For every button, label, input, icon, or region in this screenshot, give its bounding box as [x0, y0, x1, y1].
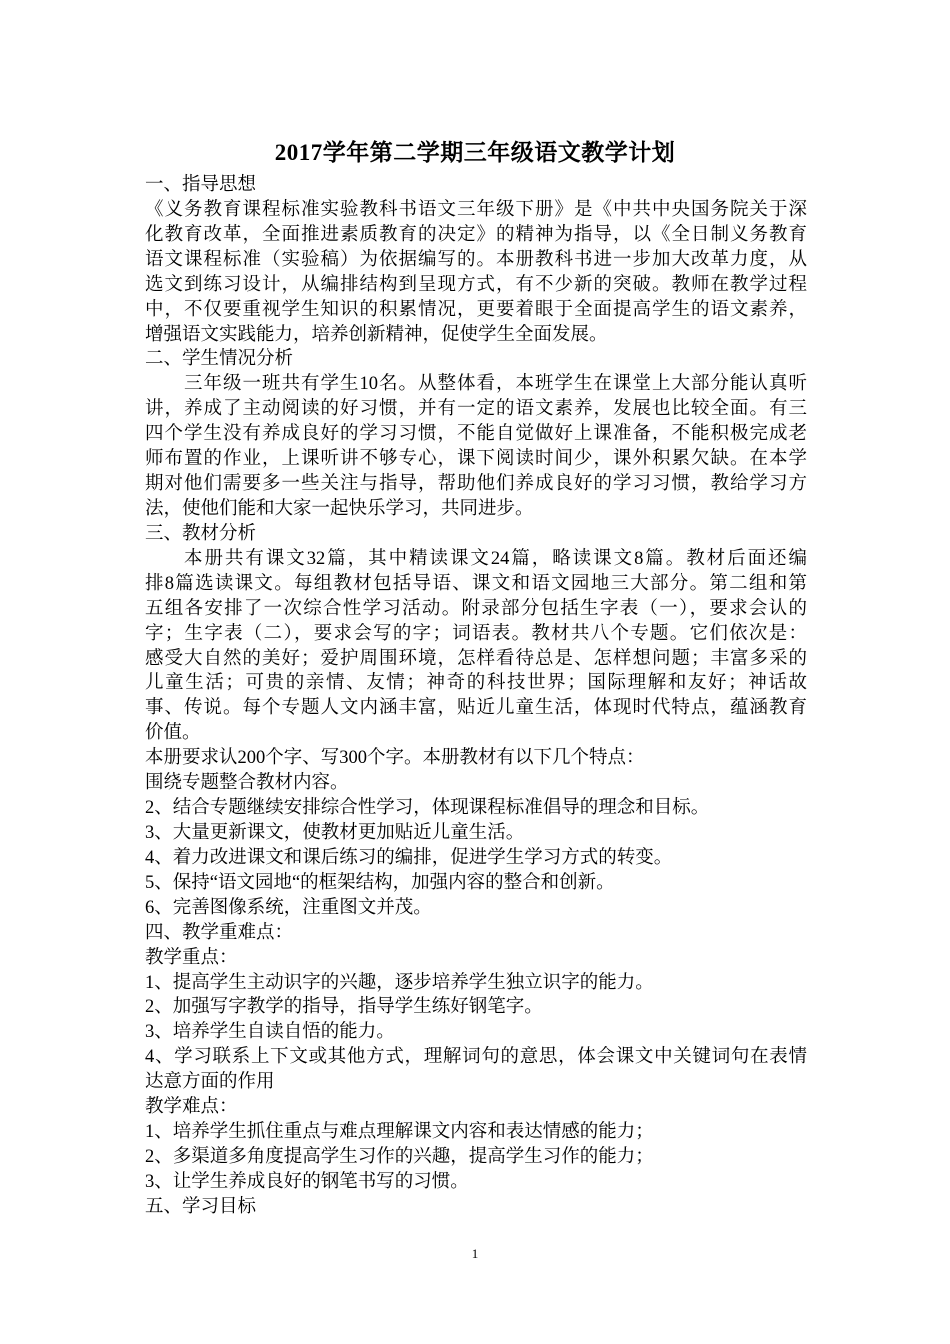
text-line: 达意方面的作用 [145, 1072, 275, 1093]
list-item: 围绕专题整合教材内容。 [145, 773, 349, 794]
list-item: 3、培养学生自读自悟的能力。 [145, 1022, 395, 1043]
list-item: 1、提高学生主动识字的兴趣，逐步培养学生独立识字的能力。 [145, 972, 654, 993]
text-line: 讲，养成了主动阅读的好习惯，并有一定的语文素养，发展也比较全面。有三 [145, 399, 807, 420]
text-line: 三年级一班共有学生10名。从整体看，本班学生在课堂上大部分能认真听 [184, 374, 807, 395]
text-line: 本册要求认200个字、写300个字。本册教材有以下几个特点： [145, 748, 645, 769]
text-line: 增强语文实践能力，培养创新精神，促使学生全面发展。 [145, 324, 608, 345]
text-line: 选文到练习设计，从编排结构到呈现方式，有不少新的突破。教师在教学过程 [145, 274, 807, 295]
text-line: 师布置的作业，上课听讲不够专心，课下阅读时间少，课外积累欠缺。在本学 [145, 449, 807, 470]
text-line: 价值。 [145, 723, 201, 744]
list-item: 3、让学生养成良好的钢笔书写的习惯。 [145, 1171, 469, 1192]
document-body [145, 173, 807, 1220]
text-line: 法，使他们能和大家一起快乐学习，共同进步。 [145, 498, 534, 519]
text-line: 期对他们需要多一些关注与指导，帮助他们养成良好的学习习惯，教给学习方 [145, 474, 807, 495]
text-line: 化教育改革，全面推进素质教育的决定》的精神为指导，以《全日制义务教育 [145, 224, 807, 245]
subheading: 教学难点： [145, 1097, 238, 1118]
list-item: 2、加强写字教学的指导，指导学生练好钢笔字。 [145, 997, 543, 1018]
list-item: 2、结合专题继续安排综合性学习，体现课程标准倡导的理念和目标。 [145, 798, 710, 819]
list-item: 6、完善图像系统，注重图文并茂。 [145, 897, 432, 918]
document-title: 2017学年第二学期三年级语文教学计划 [274, 140, 676, 165]
text-line: 感受大自然的美好；爱护周围环境，怎样看待总是、怎样想问题；丰富多采的 [145, 648, 807, 669]
text-line: 儿童生活；可贵的亲情、友情；神奇的科技世界；国际理解和友好；神话故 [145, 673, 807, 694]
text-line: 四个学生没有养成良好的学习习惯，不能自觉做好上课准备，不能积极完成老 [145, 424, 807, 445]
section-heading: 五、学习目标 [145, 1196, 257, 1217]
list-item: 2、多渠道多角度提高学生习作的兴趣，提高学生习作的能力； [145, 1146, 654, 1167]
section-heading: 三、教材分析 [145, 523, 257, 544]
section-heading: 二、学生情况分析 [145, 349, 294, 370]
section-heading: 一、指导思想 [145, 175, 257, 195]
text-line: 事、传说。每个专题人文内涵丰富，贴近儿童生活，体现时代特点，蕴涵教育 [145, 698, 807, 719]
page-number: 1 [471, 1246, 479, 1261]
list-item: 3、大量更新课文，使教材更加贴近儿童生活。 [145, 822, 525, 843]
text-line: 五组各安排了一次综合性学习活动。附录部分包括生字表（一），要求会认的 [145, 598, 807, 619]
text-line: 语文课程标准（实验稿）为依据编写的。本册教科书进一步加大改革力度，从 [145, 249, 807, 270]
list-item: 1、培养学生抓住重点与难点理解课文内容和表达情感的能力； [145, 1122, 654, 1143]
list-item: 4、着力改进课文和课后练习的编排，促进学生学习方式的转变。 [145, 847, 673, 868]
text-line: 中，不仅要重视学生知识的积累情况，更要着眼于全面提高学生的语文素养， [145, 299, 807, 320]
section-heading: 四、教学重难点： [145, 922, 294, 943]
list-item: 4、学习联系上下文或其他方式，理解词句的意思，体会课文中关键词句在表情 [145, 1047, 807, 1068]
text-line: 本册共有课文32篇，其中精读课文24篇，略读课文8篇。教材后面还编 [184, 548, 807, 569]
subheading: 教学重点： [145, 947, 238, 968]
list-item: 5、保持“语文园地“的框架结构，加强内容的整合和创新。 [145, 872, 615, 893]
text-line: 《义务教育课程标准实验教科书语文三年级下册》是《中共中央国务院关于深 [145, 199, 807, 220]
text-line: 排8篇选读课文。每组教材包括导语、课文和语文园地三大部分。第二组和第 [145, 573, 807, 594]
text-line: 字；生字表（二），要求会写的字；词语表。教材共八个专题。它们依次是： [145, 623, 807, 644]
